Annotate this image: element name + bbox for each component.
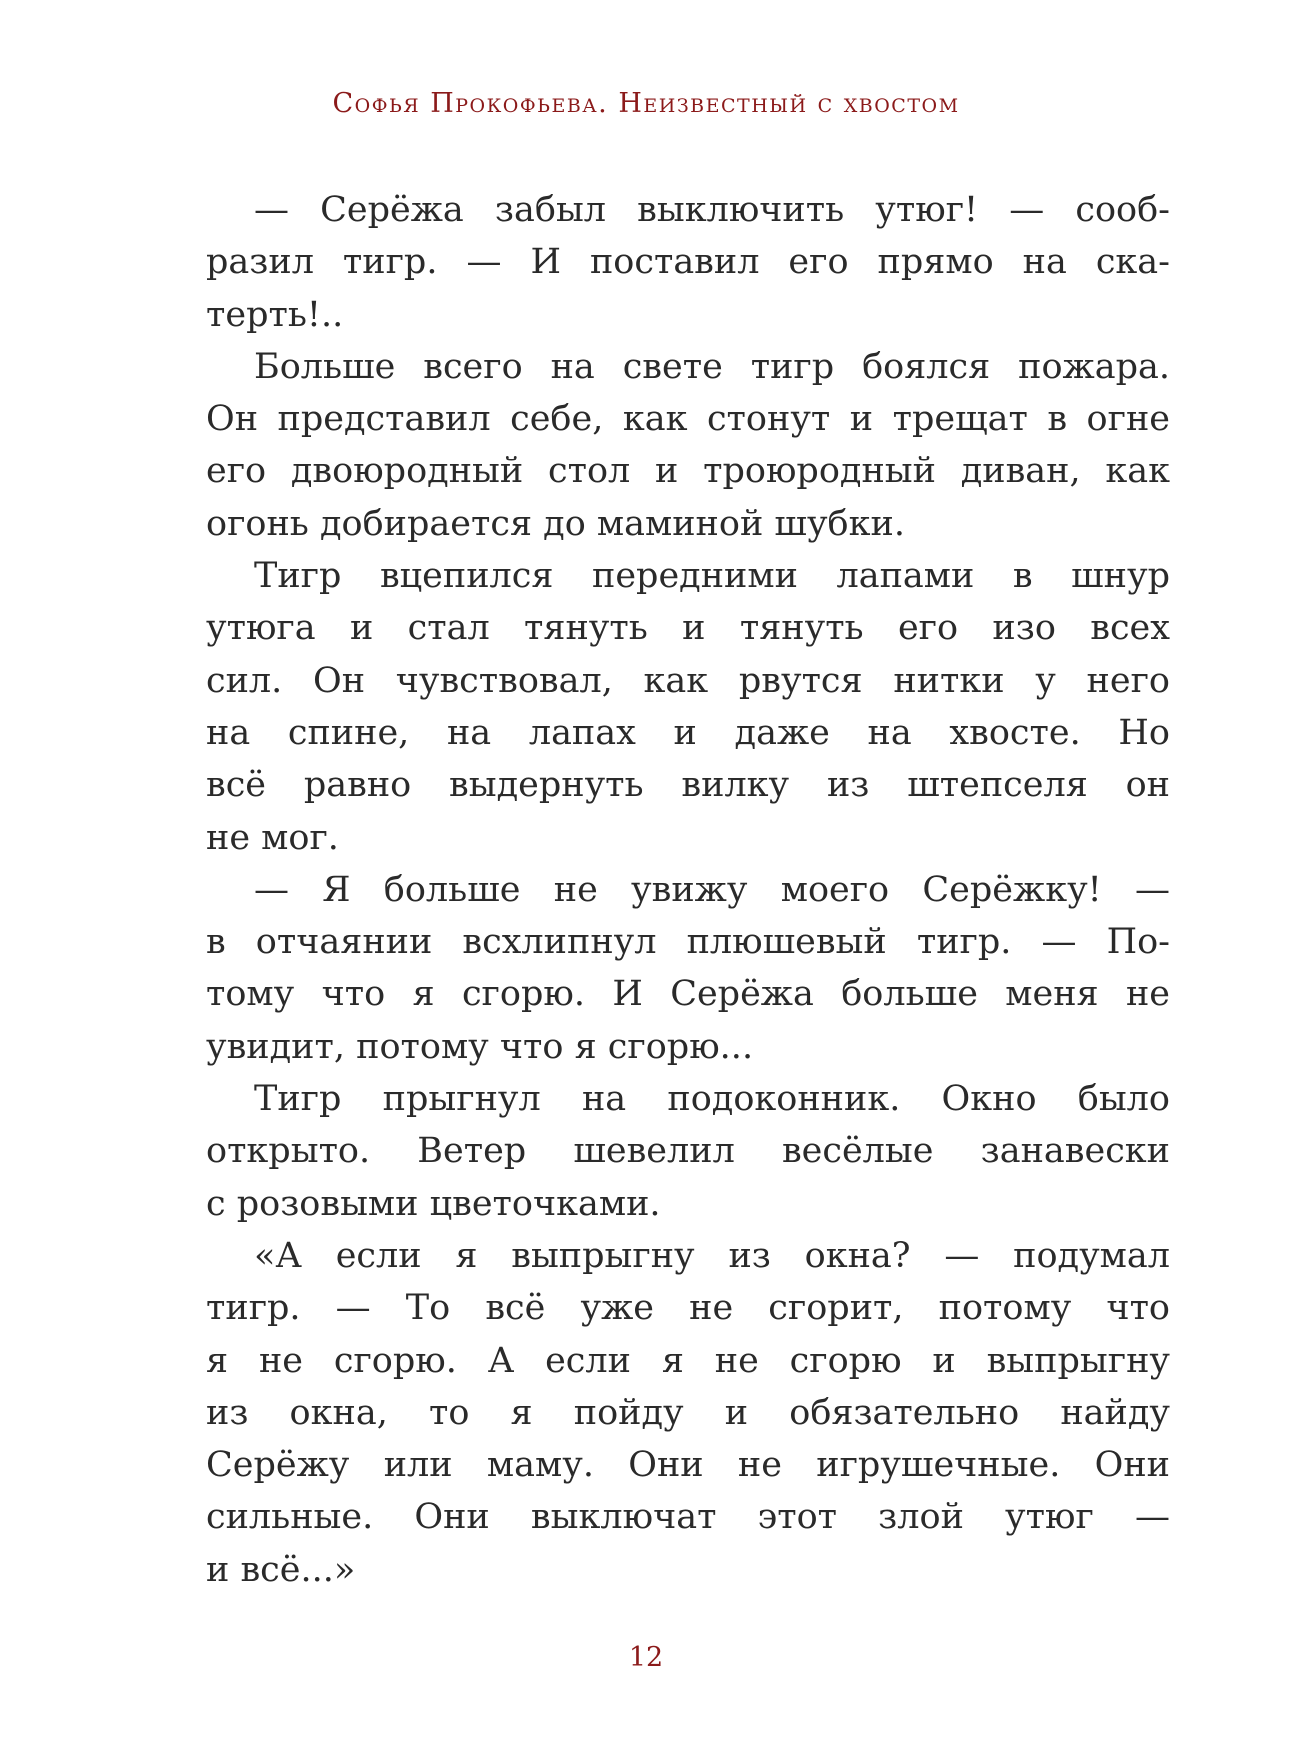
text-line: всё равно выдернуть вилку из штепселя он <box>206 765 1170 806</box>
text-line: тому что я сгорю. И Серёжа больше меня не <box>206 974 1170 1015</box>
page-number: 12 <box>628 1642 664 1673</box>
text-line: с розовыми цветочками. <box>206 1183 661 1224</box>
text-line: Тигр вцепился передними лапами в шнур <box>254 556 1170 597</box>
text-line: сил. Он чувствовал, как рвутся нитки у него <box>206 660 1170 701</box>
text-line: на спине, на лапах и даже на хвосте. Но <box>206 712 1170 753</box>
text-line: Он представил себе, как стонут и трещат в огне <box>206 399 1170 440</box>
text-line: в отчаянии всхлипнул плюшевый тигр. — По- <box>206 922 1170 963</box>
text-line: «А если я выпрыгну из окна? — подумал <box>254 1235 1170 1276</box>
text-line: не мог. <box>206 817 339 858</box>
text-line: сильные. Они выключат этот злой утюг — <box>206 1497 1170 1538</box>
text-line: утюга и стал тянуть и тянуть его изо всех <box>206 608 1170 649</box>
text-line: тигр. — То всё уже не сгорит, потому что <box>206 1288 1170 1329</box>
text-line: Больше всего на свете тигр боялся пожара. <box>254 346 1170 387</box>
text-line: огонь добирается до маминой шубки. <box>206 503 905 544</box>
text-line: его двоюродный стол и троюродный диван, как <box>206 451 1170 492</box>
text-line: я не сгорю. А если я не сгорю и выпрыгну <box>206 1340 1170 1381</box>
text-line: открыто. Ветер шевелил весёлые занавески <box>206 1131 1170 1172</box>
text-line: увидит, потому что я сгорю... <box>206 1026 754 1067</box>
text-line: Тигр прыгнул на подоконник. Окно было <box>254 1079 1170 1120</box>
text-line: Серёжу или маму. Они не игрушечные. Они <box>206 1445 1170 1486</box>
text-line: из окна, то я пойду и обязательно найду <box>206 1392 1170 1433</box>
text-line: терть!.. <box>206 294 344 335</box>
running-head: Софья Прокофьева. Неизвестный с хвостом <box>332 88 960 119</box>
text-line: и всё...» <box>206 1549 356 1590</box>
text-line: разил тигр. — И поставил его прямо на ска- <box>206 242 1170 283</box>
text-line: — Серёжа забыл выключить утюг! — сооб- <box>254 190 1170 230</box>
text-line: — Я больше не увижу моего Серёжку! — <box>254 869 1170 910</box>
body-text <box>206 184 1170 1596</box>
